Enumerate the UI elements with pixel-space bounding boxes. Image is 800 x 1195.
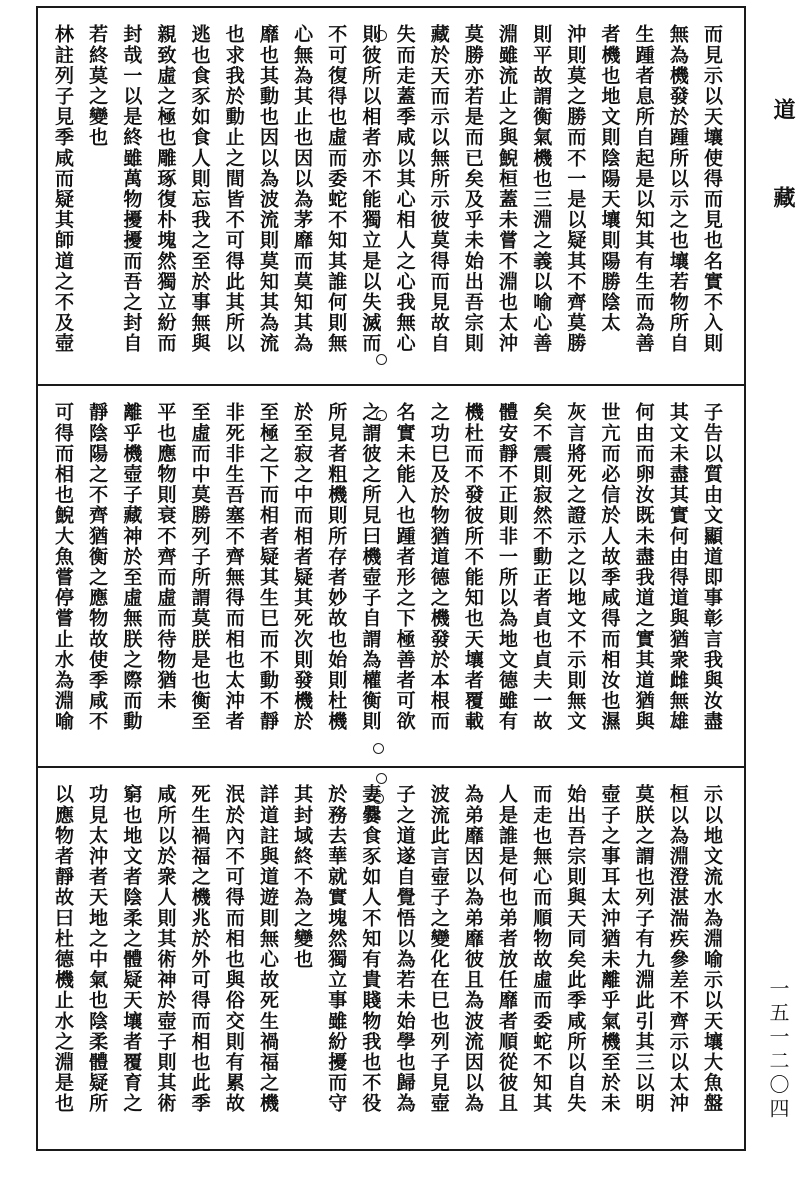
text-column: 於至寂之中而相者疑其死次則發機於 [291,402,314,732]
circle-mark [376,30,387,41]
text-column: 其文未盡其實何由得道與猶衆雌無雄 [666,402,689,732]
text-column: 所見者粗機則所存者妙故也始則杜機 [325,402,348,732]
text-column: 之謂彼之所見曰機壺子自謂為權衡則 [359,402,382,732]
text-column: 桓以為淵澄湛湍疾參差不齊示以太沖 [666,784,689,1114]
text-column: 沖則莫之勝而不一是以疑其不齊莫勝 [564,24,587,354]
text-column: 非死非生吾塞不齊無得而相也太沖者 [222,402,245,732]
text-column: 心無為其止也因以為茅靡而莫知其為 [291,24,314,354]
text-column: 者機也地文則陰陽天壤則陽勝陰太 [598,24,621,333]
text-column: 子之道遂自覺悟以為若未始學也歸為 [393,784,416,1114]
text-column: 逃也食豕如食人則忘我之至於事無與 [188,24,211,354]
text-column: 咸所以於衆人則其術神於壺子則其術 [154,784,177,1114]
panel-middle-columns [48,402,726,756]
text-column: 死生禍福之機兆於外可得而相也此季 [188,784,211,1114]
text-column: 則彼所以相者亦不能獨立是以失滅而 [359,24,382,354]
panel-middle [38,386,744,766]
text-column: 不可復得也虛而委蛇不知其誰何則無 [325,24,348,354]
canon-label-mid: 藏 [770,186,796,208]
text-column: 灰言將死之證示之以地文不示則無文 [564,402,587,732]
text-column: 機杜而不發彼所不能知也天壤者覆載 [461,402,484,732]
text-column: 離乎機壺子藏神於至虛無朕之際而動 [120,402,143,732]
text-column: 也求我於動止之間皆不可得此其所以 [222,24,245,354]
text-column: 靡也其動也因以為波流則莫知其為流 [256,24,279,354]
text-column: 之功巳及於物猶道德之機發於本根而 [427,402,450,732]
text-column: 林註列子見季咸而疑其師道之不及壺 [52,24,74,354]
text-column: 靜陰陽之不齊猶衡之應物故使季咸不 [86,402,109,732]
circle-mark [376,773,387,784]
text-column: 體安靜不正則非一所以為地文德雖有 [496,402,519,732]
panel-top-columns [48,24,726,374]
text-column: 矣不震則寂然不動正者貞也貞夫一故 [530,402,553,732]
text-column: 至極之下而相者疑其生巳而不動不靜 [256,402,279,732]
text-column: 淵雖流止之與鯢桓蓋未嘗不淵也太沖 [496,24,519,354]
text-column: 為弟靡因以為弟靡彼且為波流因以為 [461,784,484,1114]
text-column: 若終莫之變也 [86,24,109,148]
text-column: 失而走蓋季咸以其心相人之心我無心 [393,24,416,354]
text-column: 於務去華就實塊然獨立事雖紛擾而守 [325,784,348,1114]
text-column: 壺子之事耳太沖猶未離乎氣機至於未 [598,784,621,1114]
text-column: 詳道註與道遊則無心故死生禍福之機 [256,784,279,1114]
text-column: 則平故謂衡氣機也三淵之義以喻心善 [530,24,553,354]
text-column: 其封域終不為之變也 [291,784,314,970]
text-column: 至虛而中莫勝列子所謂莫朕是也衡至 [188,402,211,732]
circle-mark [376,410,387,421]
text-column: 生踵者息所自起是以知其有生而為善 [632,24,655,354]
panel-bottom-columns [48,784,726,1139]
text-column: 何由而卵汝既未盡我道之實其道猶與 [632,402,655,732]
text-column: 以應物者靜故曰杜德機止水之淵是也 [52,784,74,1114]
text-column: 子告以質由文顯道即事彰言我與汝盡 [700,402,723,732]
panel-top [38,8,744,384]
text-column: 可得而相也鯢大魚嘗停嘗止水為淵喻 [52,402,74,732]
text-column: 封哉一以是終雖萬物擾擾而吾之封自 [120,24,143,354]
text-column: 平也應物則衰不齊而虛而待物猶未 [154,402,177,711]
page-frame [36,6,746,1151]
text-column: 始出吾宗則與天同矣此季咸所以自失 [564,784,587,1114]
circle-mark [373,743,384,754]
text-column: 妻爨食豕如人不知有貴賤物我也不役 [359,784,382,1114]
circle-mark [373,793,384,804]
text-column: 名實未能入也踵者形之下極善者可欲 [393,402,416,732]
text-column: 人是誰是何也弟者放任靡者順從彼且 [496,784,519,1114]
page-number: 一五一二〇四 [766,978,790,1122]
text-column: 無為機發於踵所以示之也壤若物所自 [666,24,689,354]
text-column: 示以地文流水為淵喻示以天壤大魚盤 [700,784,723,1114]
text-column: 而走也無心而順物故虛而委蛇不知其 [530,784,553,1114]
panel-bottom [38,768,744,1149]
text-column: 藏於天而示以無所示彼莫得而見故自 [427,24,450,354]
text-column: 而見示以天壤使得而見也名實不入則 [700,24,723,354]
text-column: 泯於內不可得而相也與俗交則有累故 [222,784,245,1114]
circle-mark [376,354,387,365]
text-column: 親致虛之極也雕琢復朴塊然獨立紛而 [154,24,177,354]
text-column: 窮也地文者陰柔之體疑天壤者覆育之 [120,784,143,1114]
text-column: 世亢而必信於人故季咸得而相汝也濕 [598,402,621,732]
canon-label-top: 道 [770,98,796,120]
text-column: 莫朕之謂也列子有九淵此引其三以明 [632,784,655,1114]
text-column: 波流此言壺子之變化在巳也列子見壺 [427,784,450,1114]
text-column: 莫勝亦若是而已矣及乎未始出吾宗則 [461,24,484,354]
text-column: 功見太沖者天地之中氣也陰柔體疑所 [86,784,109,1114]
